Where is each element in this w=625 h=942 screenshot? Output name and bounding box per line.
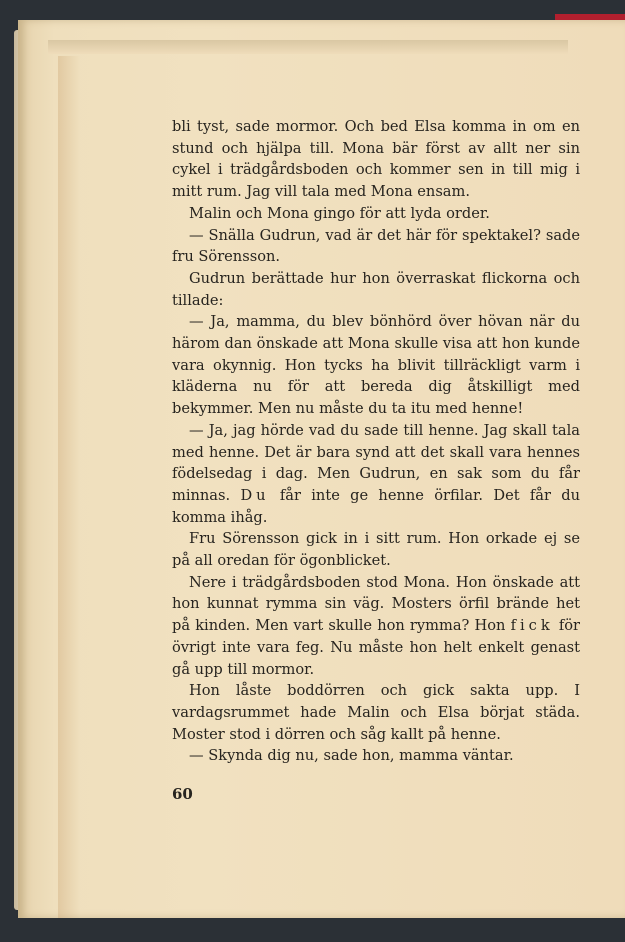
- paragraph: Gudrun berättade hur hon överraskat flickorna och tillade:: [172, 269, 580, 309]
- paragraph: Fru Sörensson gick in i sitt rum. Hon orkade ej se på all oredan för ögonblicket.: [172, 530, 580, 570]
- page-number: 60: [172, 785, 193, 803]
- emphasized-word: fick: [510, 617, 554, 635]
- emphasized-word: Du: [240, 486, 270, 504]
- paragraph: Nere i trädgårdsboden stod Mona. Hon önskade att hon kunnat rymma sin väg. Mosters örfil brände het på kinden. Men vart skulle hon rymma? Hon fick för övrigt inte vara feg. Nu måste hon helt enkelt genast gå upp till mormor.: [172, 573, 580, 678]
- paragraph: bli tyst, sade mormor. Och bed Elsa komma in om en stund och hjälpa till. Mona bär först av allt ner sin cykel i trädgårdsboden och kommer sen in till mig i mitt rum. Jag vill tala med Mona ensam.: [172, 118, 580, 201]
- paragraph: — Ja, mamma, du blev bönhörd över hövan när du härom dan önskade att Mona skulle visa att hon kunde vara okynnig. Hon tycks ha blivit tillräckligt varm i kläderna nu för att bereda dig åtskilligt med bekymmer. Men nu måste du ta itu med henne!: [172, 313, 580, 418]
- paragraph: — Skynda dig nu, sade hon, mamma väntar.: [189, 747, 514, 765]
- page-gutter-shadow: [58, 56, 80, 918]
- page-top-edge: [48, 40, 568, 54]
- paragraph-text: får inte ge henne örfilar. Det får du komma ihåg.: [172, 486, 581, 526]
- paragraph-text: Nere i trädgårdsboden stod Mona. Hon önskade att hon kunnat rymma sin väg. Mosters örfil brände het på kinden. Men vart skulle hon rymma?: [172, 573, 580, 635]
- page-body-text: [172, 116, 580, 767]
- paragraph-text: — Ja, jag hörde vad du sade till henne. Jag skall tala med henne. Det är bara synd att det skall vara hennes födelsedag i dag. Men Gudrun, en sak som du får minnas.: [172, 421, 580, 504]
- paragraph: [172, 420, 580, 529]
- paragraph: — Snälla Gudrun, vad är det här för spektakel? sade fru Sörensson.: [172, 226, 580, 266]
- paragraph: Malin och Mona gingo för att lyda order.: [189, 204, 490, 222]
- paragraph-text: för övrigt inte vara feg. Nu måste hon helt enkelt genast gå upp till mormor.: [172, 617, 580, 678]
- paragraph: Hon låste boddörren och gick sakta upp. I vardagsrummet hade Malin och Elsa börjat städa. Moster stod i dörren och såg kallt på henne.: [172, 682, 580, 743]
